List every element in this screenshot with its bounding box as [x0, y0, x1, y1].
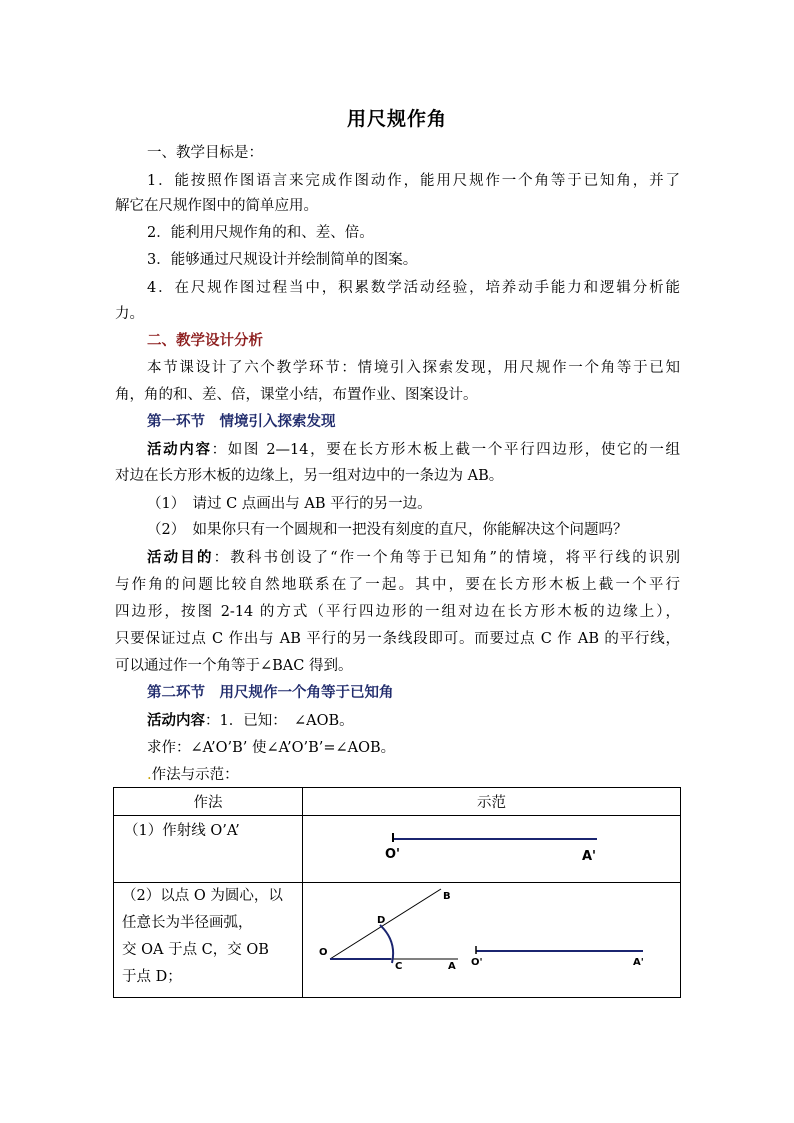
link1-content-line-2: 对边在长方形木板的边缘上，另一组对边中的一条边为 AB。: [115, 468, 504, 484]
known-text: ：1．已知： ∠AOB。: [205, 713, 354, 729]
purpose-line-3: 四边形，按图 2-14 的方式（平行四边形的一组对边在长方形木板的边缘上），: [115, 604, 680, 620]
step-2-line-3: 交 OA 于点 C，交 OB: [122, 942, 269, 958]
goal-4-line-2: 力。: [115, 306, 144, 322]
step-1-text: [114, 816, 303, 883]
goal-1-line-2: 解它在尺规作图中的简单应用。: [115, 198, 318, 214]
purpose-label: 活动目的: [147, 550, 214, 566]
purpose-line-2: 与作角的问题比较自然地联系在了一起。其中，要在长方形木板上截一个平行: [115, 577, 680, 593]
question-2: （2） 如果你只有一个圆规和一把没有刻度的直尺，你能解决这个问题吗？: [147, 522, 628, 538]
purpose-text: ：教科书创设了“作一个角等于已知角”的情境，将平行线的识别: [213, 550, 681, 566]
link2-method: [147, 765, 680, 785]
label-a-prime: A': [582, 849, 597, 864]
label-o: O: [319, 947, 328, 958]
table-header-demo: 示范: [303, 788, 681, 816]
step-2-figure: [303, 883, 681, 998]
link1-heading: 第一环节 情境引入探索发现: [147, 414, 336, 430]
label-d: D: [377, 915, 386, 926]
purpose-line-4: 只要保证过点 C 作出与 AB 平行的另一条线段即可。而要过点 C 作 AB 的平行线，: [115, 631, 680, 647]
section2-para-line-2: 角，角的和、差、倍，课堂小结，布置作业、图案设计。: [115, 387, 478, 403]
label-o-prime: O': [385, 847, 401, 862]
link1-content-line-1: [147, 440, 680, 460]
section1-heading: 一、教学目标是：: [147, 145, 263, 161]
label-a-prime-2: A': [633, 957, 644, 968]
link2-construct: 求作：∠A’O’B’ 使∠A’O’B’=∠AOB。: [147, 740, 396, 756]
purpose-line-5: 可以通过作一个角等于∠BAC 得到。: [115, 658, 353, 674]
section2-para-line-1: 本节课设计了六个教学环节：情境引入探索发现，用尺规作一个角等于已知: [147, 360, 680, 376]
page-title: 用尺规作角: [346, 108, 447, 130]
purpose-line-1: [147, 548, 680, 568]
method-mark: .: [147, 767, 152, 783]
goal-1-line-1: 1．能按照作图语言来完成作图动作，能用尺规作一个角等于已知角，并了: [147, 173, 680, 189]
section2-heading: 二、教学设计分析: [147, 333, 263, 349]
angle-figure: [303, 883, 680, 989]
content-label: 活动内容: [147, 713, 205, 729]
table-row: [114, 883, 681, 998]
step-2-text: [114, 883, 303, 998]
label-b: B: [443, 891, 451, 902]
step-2-line-2: 任意长为半径画弧，: [122, 915, 253, 931]
label-a: A: [448, 961, 456, 972]
ray-figure: [303, 816, 680, 878]
goal-2: 2．能利用尺规作角的和、差、倍。: [147, 225, 374, 241]
table-row: [114, 816, 681, 883]
construction-table: [113, 787, 681, 998]
goal-4-line-1: 4．在尺规作图过程当中，积累数学活动经验，培养动手能力和逻辑分析能: [147, 280, 680, 296]
question-1: （1） 请过 C 点画出与 AB 平行的另一边。: [147, 496, 432, 512]
step-2-line-1: （2）以点 O 为圆心，以: [122, 888, 283, 904]
content-label: 活动内容: [147, 442, 212, 458]
step-2-lines: [114, 883, 302, 997]
step-1-label: （1）作射线 O’A’: [124, 823, 240, 839]
ray-ob: [330, 889, 441, 959]
method-text: 作法与示范：: [151, 767, 239, 783]
table-header-method: 作法: [114, 788, 303, 816]
step-1-figure: [303, 816, 681, 883]
content-text: ：如图 2—14，要在长方形木板上截一个平行四边形，使它的一组: [211, 442, 680, 458]
goal-3: 3．能够通过尺规设计并绘制简单的图案。: [147, 252, 418, 268]
step-2-line-4: 于点 D；: [122, 969, 182, 985]
link2-known: [147, 711, 680, 731]
arc-cd: [380, 925, 393, 963]
label-o-prime-2: O': [471, 957, 483, 968]
label-c: C: [395, 961, 403, 972]
link2-heading: 第二环节 用尺规作一个角等于已知角: [147, 685, 394, 701]
